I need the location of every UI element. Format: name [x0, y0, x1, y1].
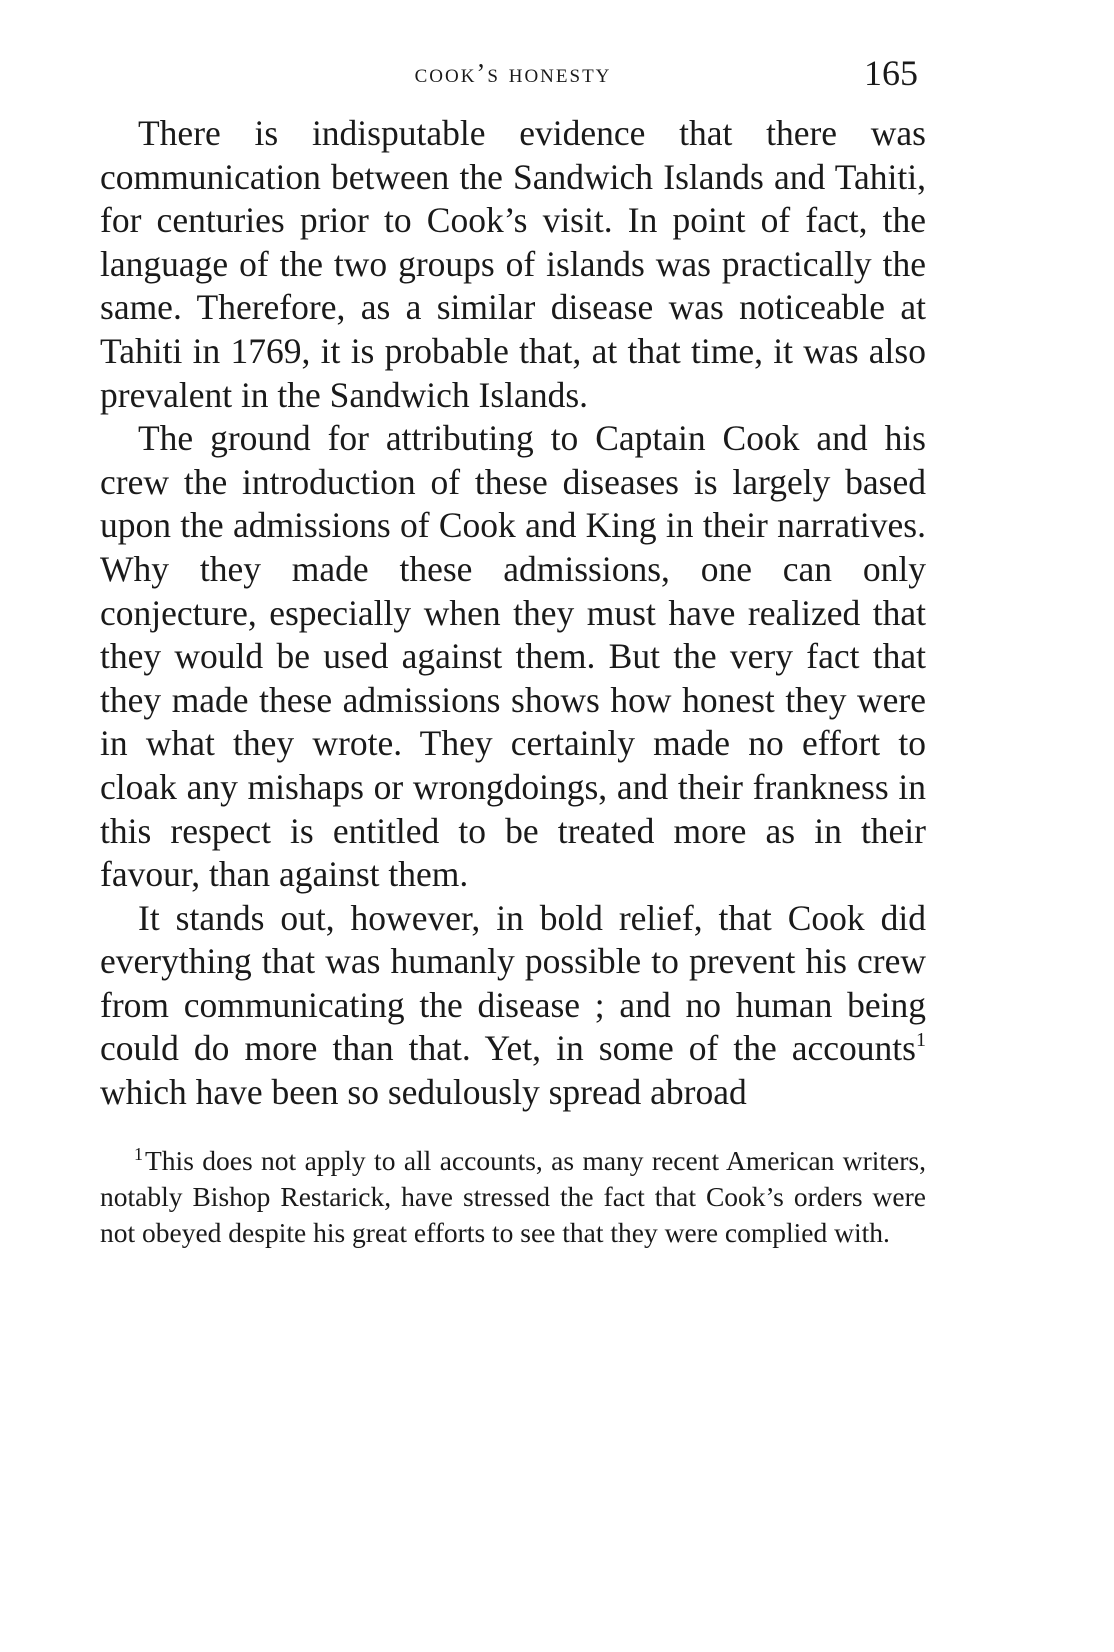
body-text	[100, 112, 926, 1115]
running-title: cook’s honesty	[414, 58, 612, 88]
paragraph-1: There is indisputable evidence that there was communication between the Sandwich Islands and Tahiti, for centuries prior to Cook’s visit. In point of fact, the language of the two groups of islands was practically the same. Therefore, as a similar disease was noticeable at Tahiti in 1769, it is probable that, at that time, it was also prevalent in the Sandwich Islands.	[100, 113, 926, 415]
running-head	[100, 40, 926, 112]
paragraph-2: The ground for attributing to Captain Cook and his crew the introduction of these diseases is largely based upon the admissions of Cook and King in their narratives. Why they made these admissions, one can only conjecture, especially when they must have realized that they would be used against them. But the very fact that they made these admissions shows how honest they were in what they wrote. They certainly made no effort to cloak any mishaps or wrongdoings, and their frankness in this respect is entitled to be treated more as in their favour, than against them.	[100, 418, 926, 895]
footnote-text: This does not apply to all accounts, as many recent American writers, notably Bishop Restarick, have stressed the fact that Cook’s orders were not obeyed despite his great efforts to see that they were complied with.	[100, 1144, 926, 1248]
paragraph-3	[100, 897, 926, 1115]
footnote-marker: 1	[134, 1143, 143, 1164]
footnote-reference[interactable]: 1	[916, 1029, 926, 1052]
paragraph-3-text: It stands out, however, in bold relief, that Cook did everything that was humanly possible to prevent his crew from communicating the disease ; and no human being could do more than that. Yet, in some of the accounts	[100, 897, 926, 1069]
book-page	[100, 40, 926, 1251]
page-number: 165	[864, 53, 918, 93]
footnote-1	[100, 1143, 926, 1251]
paragraph-3-continued: which have been so sedulously spread abroad	[100, 1072, 747, 1113]
footnotes	[100, 1143, 926, 1251]
